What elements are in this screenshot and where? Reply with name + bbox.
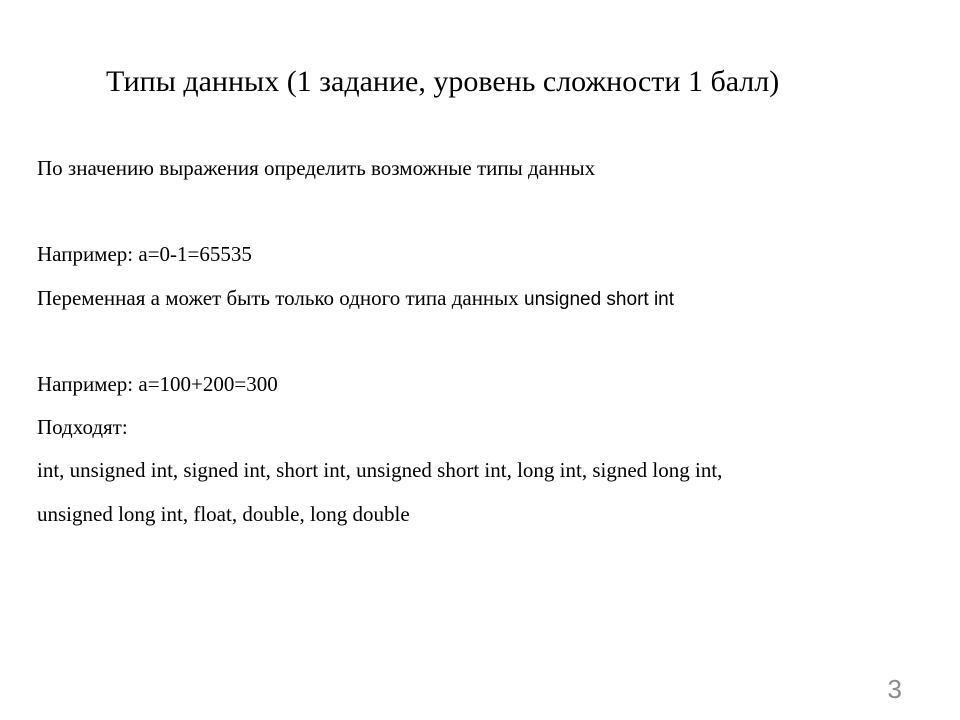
slide-title: Типы данных (1 задание, уровень сложности 1 балл) — [106, 65, 780, 98]
example-1-result — [37, 284, 674, 314]
intro-text: По значению выражения определить возможные типы данных — [37, 156, 596, 180]
example-1-text: Например: a=0-1=65535 — [37, 242, 252, 266]
fits-list-line-1: int, unsigned int, signed int, short int, unsigned short int, long int, signed long int, — [37, 458, 723, 482]
fits-list-line-2: unsigned long int, float, double, long double — [37, 502, 410, 526]
example-2-text: Например: a=100+200=300 — [37, 372, 278, 396]
fits-label: Подходят: — [37, 415, 128, 439]
example-1-result-prefix: Переменная a может быть только одного типа данных — [37, 286, 525, 310]
page-number: 3 — [887, 674, 902, 704]
example-1-result-type: unsigned short int — [524, 289, 675, 310]
